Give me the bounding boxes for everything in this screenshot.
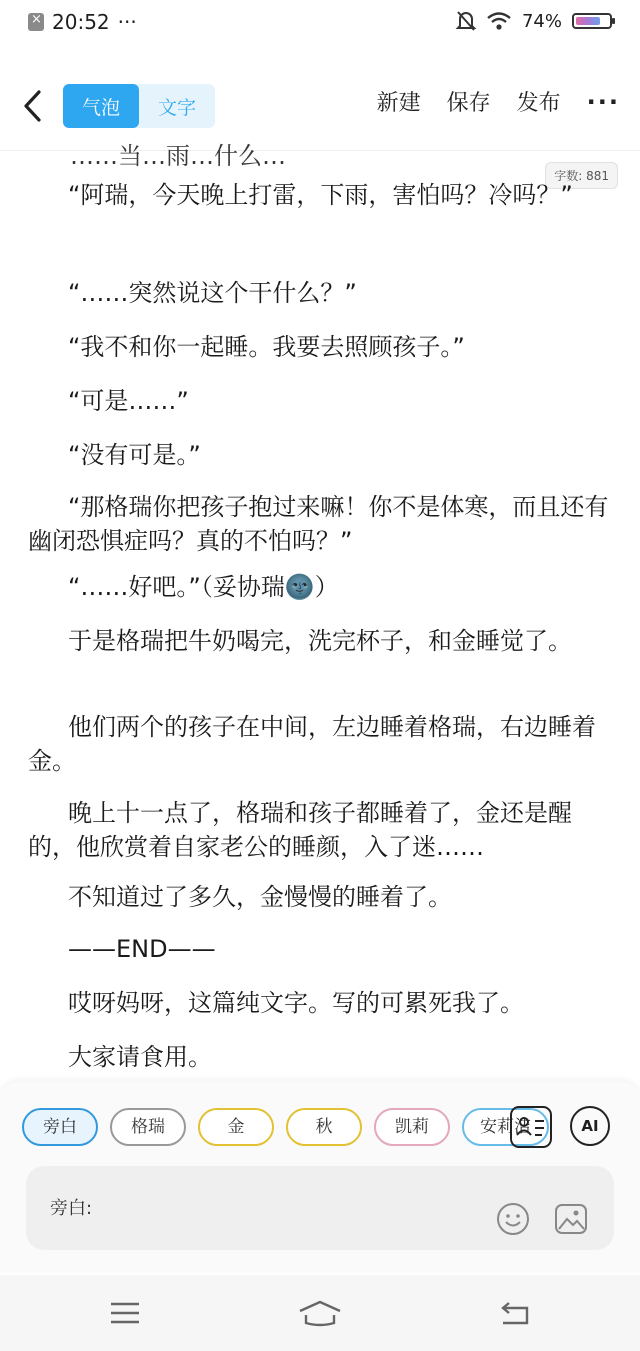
status-more-dots: ··· (117, 10, 137, 34)
paragraph: 他们两个的孩子在中间，左边睡着格瑞，右边睡着金。 (28, 713, 596, 775)
input-speaker-label: 旁白: (50, 1198, 93, 1219)
dialogue-input[interactable] (26, 1166, 614, 1250)
paragraph: “没有可是。” (68, 441, 201, 469)
battery-level (576, 17, 600, 25)
paragraph: 晚上十一点了，格瑞和孩子都睡着了，金还是醒的，他欣赏着自家老公的睡颜，入了迷…… (28, 799, 572, 861)
paragraph: “阿瑞，今天晚上打雷，下雨，害怕吗？冷吗？” (68, 181, 573, 209)
image-icon[interactable] (554, 1202, 588, 1236)
new-button[interactable]: 新建 (376, 91, 421, 116)
chevron-left-icon (21, 89, 43, 123)
battery-icon (572, 13, 612, 29)
paragraph: 大家请食用。 (68, 1043, 212, 1071)
mode-switch (63, 84, 215, 128)
paragraph: “我不和你一起睡。我要去照顾孩子。” (68, 333, 465, 361)
paragraph: 不知道过了多久，金慢慢的睡着了。 (68, 883, 452, 911)
paragraph: “那格瑞你把孩子抱过来嘛！你不是体寒，而且还有幽闭恐惧症吗？真的不怕吗？” (28, 493, 609, 555)
battery-percent: 74% (521, 10, 562, 32)
app-notification-icon (28, 13, 44, 31)
paragraph: 于是格瑞把牛奶喝完，洗完杯子，和金睡觉了。 (68, 627, 572, 655)
mute-bell-icon (456, 10, 476, 32)
wifi-icon (486, 11, 512, 31)
character-chip-grey[interactable]: 格瑞 (110, 1108, 186, 1146)
character-chip-qiu[interactable]: 秋 (286, 1108, 362, 1146)
save-button[interactable]: 保存 (446, 91, 491, 116)
home-icon[interactable] (296, 1299, 344, 1327)
ai-button[interactable]: AI (570, 1106, 610, 1146)
paragraph: 哎呀妈呀，这篇纯文字。写的可累死我了。 (68, 989, 524, 1017)
word-count-badge: 字数: 881 (545, 162, 618, 189)
status-right (456, 10, 612, 32)
back-button[interactable] (14, 86, 50, 126)
character-chips (22, 1108, 531, 1148)
tab-text[interactable]: 文字 (157, 96, 196, 119)
character-chip-kelly[interactable]: 凯莉 (374, 1108, 450, 1146)
paragraph: “可是……” (68, 387, 189, 415)
status-left (28, 10, 137, 34)
paragraph: “……突然说这个干什么？” (68, 279, 357, 307)
tab-bubble[interactable]: 气泡 (63, 84, 139, 128)
more-button[interactable]: ··· (586, 87, 620, 116)
status-time: 20:52 (52, 10, 110, 34)
menu-icon[interactable] (105, 1299, 145, 1327)
clipped-text-line: ……当…雨…什么… (70, 142, 286, 170)
editor-panel (0, 1082, 640, 1272)
character-chip-angela[interactable]: 安莉洁 (462, 1108, 549, 1146)
character-card-button[interactable] (510, 1106, 552, 1148)
publish-button[interactable]: 发布 (516, 91, 561, 116)
paragraph: ——END—— (68, 935, 216, 963)
story-content[interactable] (0, 142, 640, 1080)
character-chip-jin[interactable]: 金 (198, 1108, 274, 1146)
paragraph: “……好吧。”（妥协瑞🌚） (68, 573, 339, 601)
character-chip-narration[interactable]: 旁白 (22, 1108, 98, 1146)
system-nav-bar (0, 1275, 640, 1351)
toolbar-actions (377, 86, 620, 117)
back-nav-icon[interactable] (495, 1299, 535, 1327)
contact-card-icon (512, 1108, 550, 1146)
emoji-icon[interactable] (496, 1202, 530, 1236)
status-bar (0, 0, 640, 50)
